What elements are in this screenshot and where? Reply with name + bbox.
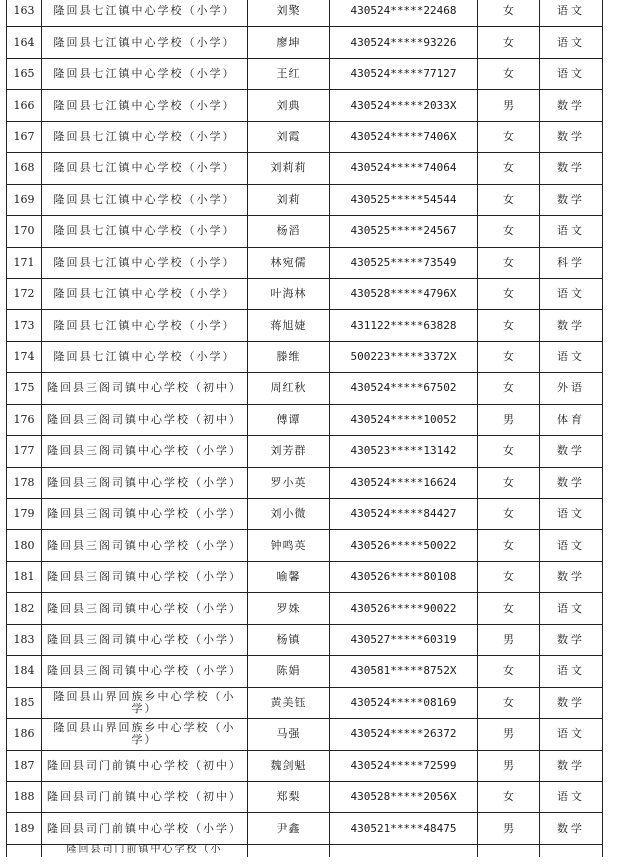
table-row [6, 562, 603, 593]
subject-cell: 语文 [540, 0, 603, 26]
name-cell: 叶海林 [248, 279, 330, 309]
subject-cell: 数学 [540, 751, 603, 781]
table-row [6, 719, 603, 750]
table-row [6, 751, 603, 782]
subject-cell: 语文 [540, 656, 603, 686]
gender-cell: 女 [478, 122, 540, 152]
subject-cell: 语文 [540, 719, 603, 749]
table-row [6, 122, 603, 153]
school-cell: 隆回县七江镇中心学校（小学） [42, 153, 248, 183]
gender-cell: 女 [478, 216, 540, 246]
id-number-cell: 430524*****74064 [330, 153, 478, 183]
row-number: 187 [6, 751, 42, 781]
row-number: 175 [6, 373, 42, 403]
row-number: 176 [6, 405, 42, 435]
subject-cell: 数学 [540, 688, 603, 718]
subject-cell: 体育 [540, 405, 603, 435]
subject-cell: 语文 [540, 782, 603, 812]
school-cell: 隆回县七江镇中心学校（小学） [42, 0, 248, 26]
empty-cell [6, 845, 42, 857]
gender-cell: 男 [478, 719, 540, 749]
id-number-cell: 430526*****90022 [330, 593, 478, 623]
empty-cell [330, 845, 478, 857]
gender-cell: 女 [478, 468, 540, 498]
row-number: 180 [6, 530, 42, 560]
row-number: 164 [6, 27, 42, 57]
subject-cell: 数学 [540, 468, 603, 498]
name-cell: 刘莉莉 [248, 153, 330, 183]
gender-cell: 女 [478, 59, 540, 89]
school-cell: 隆回县七江镇中心学校（小学） [42, 342, 248, 372]
name-cell: 蒋旭婕 [248, 310, 330, 340]
subject-cell: 语文 [540, 499, 603, 529]
school-cell: 隆回县三阁司镇中心学校（小学） [42, 468, 248, 498]
school-cell: 隆回县七江镇中心学校（小学） [42, 279, 248, 309]
subject-cell: 数学 [540, 625, 603, 655]
row-number: 163 [6, 0, 42, 26]
subject-cell: 外语 [540, 373, 603, 403]
school-cell: 隆回县三阁司镇中心学校（小学） [42, 625, 248, 655]
row-number: 188 [6, 782, 42, 812]
table-row [6, 813, 603, 844]
subject-cell: 语文 [540, 342, 603, 372]
id-number-cell: 430528*****2056X [330, 782, 478, 812]
subject-cell: 数学 [540, 153, 603, 183]
school-cell: 隆回县三阁司镇中心学校（初中） [42, 373, 248, 403]
row-number: 172 [6, 279, 42, 309]
school-cell: 隆回县三阁司镇中心学校（小学） [42, 656, 248, 686]
id-number-cell: 430524*****77127 [330, 59, 478, 89]
table-row [6, 625, 603, 656]
id-number-cell: 430526*****50022 [330, 530, 478, 560]
subject-cell: 语文 [540, 593, 603, 623]
gender-cell: 女 [478, 279, 540, 309]
id-number-cell: 430524*****2033X [330, 90, 478, 120]
gender-cell: 女 [478, 248, 540, 278]
name-cell: 刘檠 [248, 0, 330, 26]
subject-cell: 语文 [540, 530, 603, 560]
school-cell: 隆回县三阁司镇中心学校（小学） [42, 530, 248, 560]
gender-cell: 女 [478, 530, 540, 560]
name-cell: 尹鑫 [248, 813, 330, 843]
id-number-cell: 430525*****54544 [330, 185, 478, 215]
row-number: 181 [6, 562, 42, 592]
table-row [6, 248, 603, 279]
name-cell: 刘莉 [248, 185, 330, 215]
gender-cell: 男 [478, 625, 540, 655]
school-cell: 隆回县三阁司镇中心学校（小学） [42, 593, 248, 623]
empty-cell [540, 845, 603, 857]
table-row [6, 310, 603, 341]
table-row [6, 59, 603, 90]
row-number: 171 [6, 248, 42, 278]
name-cell: 喻馨 [248, 562, 330, 592]
name-cell: 罗姝 [248, 593, 330, 623]
school-cell: 隆回县山界回族乡中心学校（小学） [42, 719, 248, 749]
subject-cell: 数学 [540, 436, 603, 466]
table-row [6, 0, 603, 27]
gender-cell: 女 [478, 562, 540, 592]
subject-cell: 语文 [540, 59, 603, 89]
id-number-cell: 430524*****22468 [330, 0, 478, 26]
table-row [6, 499, 603, 530]
row-number: 165 [6, 59, 42, 89]
gender-cell: 女 [478, 342, 540, 372]
school-cell: 隆回县三阁司镇中心学校（小学） [42, 436, 248, 466]
gender-cell: 男 [478, 751, 540, 781]
name-cell: 钟鸣英 [248, 530, 330, 560]
table-row [6, 279, 603, 310]
gender-cell: 女 [478, 153, 540, 183]
row-number: 168 [6, 153, 42, 183]
name-cell: 马强 [248, 719, 330, 749]
name-cell: 刘芳群 [248, 436, 330, 466]
id-number-cell: 430524*****84427 [330, 499, 478, 529]
table-row [6, 436, 603, 467]
name-cell: 罗小英 [248, 468, 330, 498]
id-number-cell: 430523*****13142 [330, 436, 478, 466]
school-cell: 隆回县七江镇中心学校（小学） [42, 90, 248, 120]
name-cell: 傅谭 [248, 405, 330, 435]
table-row [6, 216, 603, 247]
name-cell: 陈娟 [248, 656, 330, 686]
gender-cell: 女 [478, 782, 540, 812]
subject-cell: 语文 [540, 216, 603, 246]
table-row [6, 90, 603, 121]
subject-cell: 科学 [540, 248, 603, 278]
subject-cell: 数学 [540, 122, 603, 152]
school-cell: 隆回县三阁司镇中心学校（初中） [42, 405, 248, 435]
id-number-cell: 500223*****3372X [330, 342, 478, 372]
row-number: 173 [6, 310, 42, 340]
table-row [6, 27, 603, 58]
subject-cell: 数学 [540, 185, 603, 215]
school-cell: 隆回县七江镇中心学校（小学） [42, 27, 248, 57]
subject-cell: 语文 [540, 27, 603, 57]
name-cell: 魏剑魁 [248, 751, 330, 781]
id-number-cell: 430525*****73549 [330, 248, 478, 278]
gender-cell: 女 [478, 373, 540, 403]
gender-cell: 女 [478, 593, 540, 623]
subject-cell: 数学 [540, 90, 603, 120]
name-cell: 杨滔 [248, 216, 330, 246]
name-cell: 刘霞 [248, 122, 330, 152]
gender-cell: 男 [478, 813, 540, 843]
id-number-cell: 430521*****48475 [330, 813, 478, 843]
id-number-cell: 430524*****93226 [330, 27, 478, 57]
id-number-cell: 430524*****26372 [330, 719, 478, 749]
data-table [6, 0, 603, 857]
table-row [6, 373, 603, 404]
school-cell: 隆回县司门前镇中心学校（小学） [42, 813, 248, 843]
id-number-cell: 430524*****16624 [330, 468, 478, 498]
gender-cell: 女 [478, 310, 540, 340]
name-cell: 杨镇 [248, 625, 330, 655]
id-number-cell: 430526*****80108 [330, 562, 478, 592]
gender-cell: 女 [478, 185, 540, 215]
table-row [6, 530, 603, 561]
subject-cell: 语文 [540, 279, 603, 309]
row-number: 185 [6, 688, 42, 718]
school-cell-partial: 隆回县司门前镇中心学校（小 [42, 845, 248, 857]
row-number: 184 [6, 656, 42, 686]
table-row [6, 468, 603, 499]
table-row [6, 688, 603, 719]
school-cell: 隆回县七江镇中心学校（小学） [42, 59, 248, 89]
school-cell: 隆回县三阁司镇中心学校（小学） [42, 562, 248, 592]
row-number: 174 [6, 342, 42, 372]
table-row [6, 593, 603, 624]
gender-cell: 女 [478, 0, 540, 26]
name-cell: 刘典 [248, 90, 330, 120]
id-number-cell: 430528*****4796X [330, 279, 478, 309]
table-row [6, 782, 603, 813]
row-number: 177 [6, 436, 42, 466]
table-row [6, 405, 603, 436]
table-row [6, 153, 603, 184]
school-cell: 隆回县司门前镇中心学校（初中） [42, 751, 248, 781]
name-cell: 王红 [248, 59, 330, 89]
id-number-cell: 430525*****24567 [330, 216, 478, 246]
name-cell: 林宛儒 [248, 248, 330, 278]
id-number-cell: 430524*****67502 [330, 373, 478, 403]
table-row-partial [6, 845, 603, 857]
school-cell: 隆回县山界回族乡中心学校（小学） [42, 688, 248, 718]
row-number: 169 [6, 185, 42, 215]
empty-cell [478, 845, 540, 857]
school-cell: 隆回县七江镇中心学校（小学） [42, 216, 248, 246]
id-number-cell: 430581*****8752X [330, 656, 478, 686]
name-cell: 郑梨 [248, 782, 330, 812]
name-cell: 廖坤 [248, 27, 330, 57]
gender-cell: 男 [478, 90, 540, 120]
school-cell: 隆回县三阁司镇中心学校（小学） [42, 499, 248, 529]
school-cell: 隆回县七江镇中心学校（小学） [42, 310, 248, 340]
id-number-cell: 430527*****60319 [330, 625, 478, 655]
gender-cell: 女 [478, 688, 540, 718]
row-number: 179 [6, 499, 42, 529]
row-number: 182 [6, 593, 42, 623]
gender-cell: 女 [478, 656, 540, 686]
row-number: 186 [6, 719, 42, 749]
table-row [6, 342, 603, 373]
id-number-cell: 430524*****72599 [330, 751, 478, 781]
gender-cell: 男 [478, 405, 540, 435]
subject-cell: 数学 [540, 310, 603, 340]
school-cell: 隆回县七江镇中心学校（小学） [42, 248, 248, 278]
subject-cell: 数学 [540, 813, 603, 843]
name-cell: 周红秋 [248, 373, 330, 403]
row-number: 166 [6, 90, 42, 120]
table-row [6, 185, 603, 216]
row-number: 189 [6, 813, 42, 843]
school-cell: 隆回县七江镇中心学校（小学） [42, 122, 248, 152]
table-row [6, 656, 603, 687]
subject-cell: 数学 [540, 562, 603, 592]
row-number: 183 [6, 625, 42, 655]
gender-cell: 女 [478, 436, 540, 466]
row-number: 178 [6, 468, 42, 498]
name-cell: 滕维 [248, 342, 330, 372]
name-cell: 黄美钰 [248, 688, 330, 718]
gender-cell: 女 [478, 27, 540, 57]
id-number-cell: 430524*****7406X [330, 122, 478, 152]
id-number-cell: 430524*****10052 [330, 405, 478, 435]
id-number-cell: 430524*****08169 [330, 688, 478, 718]
row-number: 170 [6, 216, 42, 246]
school-cell: 隆回县司门前镇中心学校（初中） [42, 782, 248, 812]
gender-cell: 女 [478, 499, 540, 529]
empty-cell [248, 845, 330, 857]
name-cell: 刘小微 [248, 499, 330, 529]
id-number-cell: 431122*****63828 [330, 310, 478, 340]
row-number: 167 [6, 122, 42, 152]
school-cell: 隆回县七江镇中心学校（小学） [42, 185, 248, 215]
